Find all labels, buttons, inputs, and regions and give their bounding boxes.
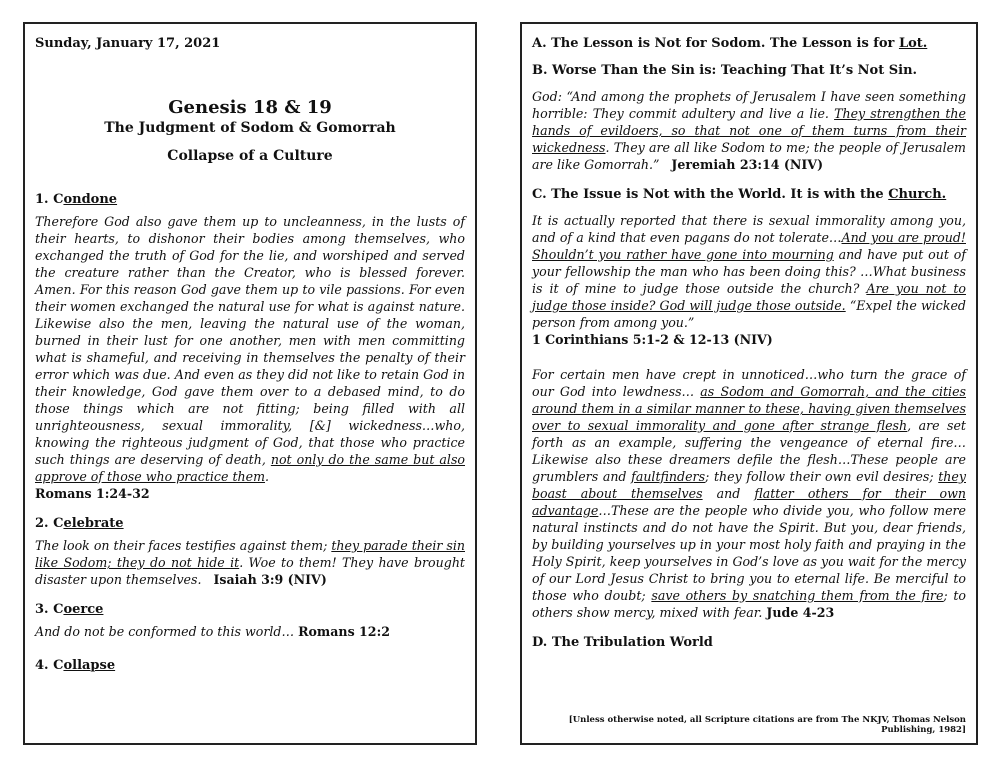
section-3-text: And do not be conformed to this world… Romans 12:2 [35, 624, 390, 639]
section-1-heading: 1. Condone [35, 192, 118, 207]
right-page [520, 22, 978, 745]
page-title: Genesis 18 & 19 [168, 97, 332, 118]
footnote: [Unless otherwise noted, all Scripture citations are from The NKJV, Thomas Nelson Publishing, 1982] [568, 715, 966, 735]
section-2-ref: Isaiah 3:9 (NIV) [213, 572, 327, 587]
jude-ref: Jude 4-23 [766, 605, 835, 620]
section-2-text: The look on their faces testifies against them; they parade their sin like Sodom; they do not hide it. Woe to them! They have brought disaster upon themselves. Isaiah 3:9 (NIV) [35, 538, 465, 587]
point-d-heading: D. The Tribulation World [532, 635, 713, 650]
jude-text: For certain men have crept in unnoticed…who turn the grace of our God into lewdness… as Sodom and Gomorrah, and the cities around them in a similar manner to these, having given themselves over to sexual immorality and gone after strange flesh, are set forth as an example, suffering the vengeance of eternal fire…Likewise also these dreamers defile the flesh…These people are grumblers and faultfinders; they follow their own evil desires; they boast about themselves and flatter others for their own advantage…These are the people who divide you, who follow mere natural instincts and do not have the Spirit. But you, dear friends, by building yourselves up in your most holy faith and praying in the Holy Spirit, keep yourselves in God’s love as you wait for the mercy of our Lord Jesus Christ to bring you to eternal life. Be merciful to those who doubt; save others by snatching them from the fire; to others show mercy, mixed with fear. Jude 4-23 [532, 367, 967, 620]
section-1-text: Therefore God also gave them up to uncleanness, in the lusts of their hearts, to dishonor their bodies among themselves, who exchanged the truth of God for the lie, and worshiped and served the creature rather than the Creator, who is blessed forever. Amen. For this reason God gave them up to vile passions. For even their women exchanged the natural use for what is against nature. Likewise also the men, leaving the natural use of the woman, burned in their lust for one another, men with men committing what is shameful, and receiving in themselves the penalty of their error which was due. And even as they did not like to retain God in their knowledge, God gave them over to a debased mind, to do those things which are not fitting; being filled with all unrighteousness, sexual immorality, [&] wickedness…who, knowing the righteous judgment of God, that those who practice such things are deserving of death, not only do the same but also approve of those who practice them. Romans 1:24-32 [35, 214, 465, 501]
date: Sunday, January 17, 2021 [35, 36, 221, 51]
section-2-heading: 2. Celebrate [35, 516, 124, 531]
section-4-heading: 4. Collapse [35, 658, 116, 673]
point-b-ref: Jeremiah 23:14 (NIV) [671, 157, 824, 172]
point-c-ref: 1 Corinthians 5:1-2 & 12-13 (NIV) [532, 332, 773, 347]
page-subtitle: The Judgment of Sodom & Gomorrah [104, 120, 396, 136]
section-3-heading: 3. Coerce [35, 602, 104, 617]
section-1-ref: Romans 1:24-32 [35, 486, 150, 501]
point-a-heading: A. The Lesson is Not for Sodom. The Lesson is for Lot. [532, 36, 928, 51]
point-b-heading: B. Worse Than the Sin is: Teaching That It’s Not Sin. [532, 63, 918, 78]
left-page [23, 22, 477, 745]
section-3-ref: Romans 12:2 [298, 624, 390, 639]
theme-title: Collapse of a Culture [167, 148, 333, 164]
point-c-heading: C. The Issue is Not with the World. It is with the Church. [532, 187, 947, 202]
point-b-text: God: “And among the prophets of Jerusalem I have seen something horrible: They commit adultery and live a lie. They strengthen the hands of evildoers, so that not one of them turns from their wickedness. They are all like Sodom to me; the people of Jerusalem are like Gomorrah.” Jeremiah 23:14 (NIV) [532, 89, 966, 172]
point-c-text: It is actually reported that there is sexual immorality among you, and of a kind that even pagans do not tolerate…And you are proud! Shouldn’t you rather have gone into mourning and have put out of your fellowship the man who has been doing this? …What business is it of mine to judge those outside the church? Are you not to judge those inside? God will judge those outside. “Expel the wicked person from among you.” 1 Corinthians 5:1-2 & 12-13 (NIV) [532, 213, 966, 347]
